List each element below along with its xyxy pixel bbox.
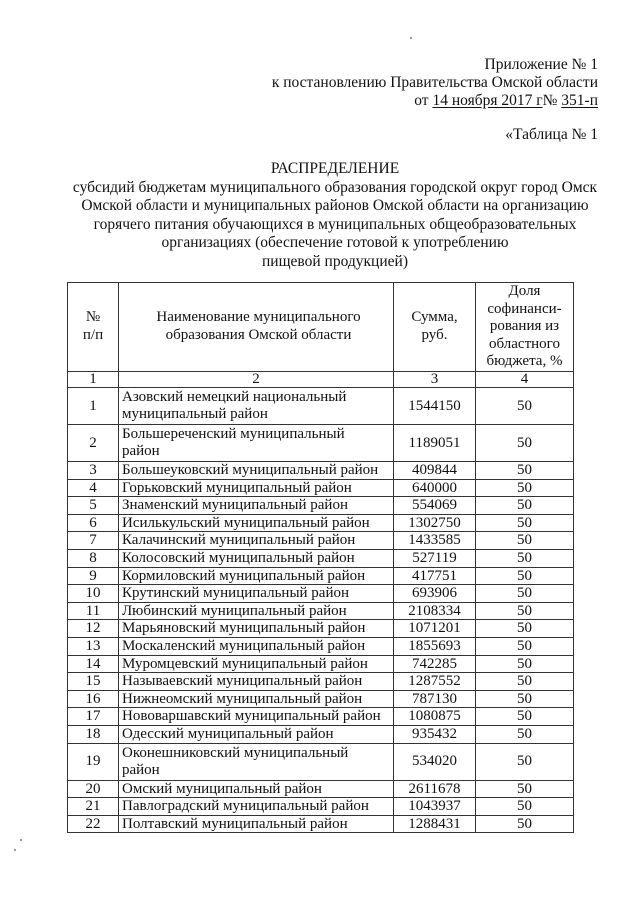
row-number: 17 bbox=[68, 708, 119, 726]
cofinancing-share: 50 bbox=[476, 425, 574, 462]
table-row bbox=[68, 462, 574, 480]
table-row bbox=[68, 780, 574, 798]
cofinancing-share: 50 bbox=[476, 798, 574, 816]
municipality-name: Исилькульский муниципальный район bbox=[119, 514, 394, 532]
row-number: 21 bbox=[68, 798, 119, 816]
cofinancing-share: 50 bbox=[476, 620, 574, 638]
column-number: 2 bbox=[119, 372, 394, 388]
row-number: 4 bbox=[68, 479, 119, 497]
cofinancing-share: 50 bbox=[476, 567, 574, 585]
row-number: 11 bbox=[68, 602, 119, 620]
municipality-name: Муромцевский муниципальный район bbox=[119, 655, 394, 673]
subsidy-sum: 534020 bbox=[394, 743, 476, 780]
municipality-name: Полтавский муниципальный район bbox=[119, 815, 394, 833]
subsidy-sum: 409844 bbox=[394, 462, 476, 480]
table-row bbox=[68, 743, 574, 780]
appendix-title: Приложение № 1 bbox=[484, 56, 598, 73]
table-row bbox=[68, 725, 574, 743]
row-number: 3 bbox=[68, 462, 119, 480]
title-line: Омской области и муниципальных районов Омской области на организацию bbox=[81, 197, 589, 215]
title-line: пищевой продукцией) bbox=[262, 252, 408, 270]
table-row bbox=[68, 479, 574, 497]
row-number: 19 bbox=[68, 743, 119, 780]
table-row bbox=[68, 425, 574, 462]
header-name: Наименование муниципального образования Омской области bbox=[119, 283, 394, 372]
cofinancing-share: 50 bbox=[476, 532, 574, 550]
municipality-name: Марьяновский муниципальный район bbox=[119, 620, 394, 638]
municipality-name: Любинский муниципальный район bbox=[119, 602, 394, 620]
cofinancing-share: 50 bbox=[476, 780, 574, 798]
subsidy-sum: 2108334 bbox=[394, 602, 476, 620]
municipality-name: Колосовский муниципальный район bbox=[119, 549, 394, 567]
subsidy-sum: 554069 bbox=[394, 497, 476, 515]
cofinancing-share: 50 bbox=[476, 655, 574, 673]
municipality-name: Большеуковский муниципальный район bbox=[119, 462, 394, 480]
municipality-name-line: район bbox=[122, 443, 160, 459]
cofinancing-share: 50 bbox=[476, 479, 574, 497]
document-title bbox=[60, 160, 610, 272]
row-number: 14 bbox=[68, 655, 119, 673]
municipality-name: Крутинский муниципальный район bbox=[119, 585, 394, 603]
municipality-name: Горьковский муниципальный район bbox=[119, 479, 394, 497]
municipality-name: Знаменский муниципальный район bbox=[119, 497, 394, 515]
subsidy-sum: 1544150 bbox=[394, 388, 476, 425]
subsidy-sum: 1071201 bbox=[394, 620, 476, 638]
table-row bbox=[68, 567, 574, 585]
cofinancing-share: 50 bbox=[476, 549, 574, 567]
cofinancing-share: 50 bbox=[476, 743, 574, 780]
subsidy-sum: 935432 bbox=[394, 725, 476, 743]
header-sum: Сумма, руб. bbox=[394, 283, 476, 372]
cofinancing-share: 50 bbox=[476, 462, 574, 480]
cofinancing-share: 50 bbox=[476, 815, 574, 833]
scan-speck bbox=[410, 37, 412, 39]
title-line: организациях (обеспечение готовой к употреблению bbox=[161, 234, 509, 252]
table-row bbox=[68, 815, 574, 833]
municipality-name bbox=[119, 743, 394, 780]
subsidy-sum: 1288431 bbox=[394, 815, 476, 833]
subsidy-sum: 1287552 bbox=[394, 673, 476, 691]
column-number: 3 bbox=[394, 372, 476, 388]
table-row bbox=[68, 708, 574, 726]
subsidy-sum: 1433585 bbox=[394, 532, 476, 550]
row-number: 2 bbox=[68, 425, 119, 462]
column-number-row bbox=[68, 372, 574, 388]
municipality-name bbox=[119, 425, 394, 462]
municipality-name: Павлоградский муниципальный район bbox=[119, 798, 394, 816]
column-number: 1 bbox=[68, 372, 119, 388]
row-number: 15 bbox=[68, 673, 119, 691]
row-number: 1 bbox=[68, 388, 119, 425]
municipality-name bbox=[119, 388, 394, 425]
municipality-name: Нововаршавский муниципальный район bbox=[119, 708, 394, 726]
cofinancing-share: 50 bbox=[476, 708, 574, 726]
municipality-name: Калачинский муниципальный район bbox=[119, 532, 394, 550]
title-line: субсидий бюджетам муниципального образования городской округ город Омск bbox=[72, 178, 598, 196]
municipality-name-line: Азовский немецкий национальный bbox=[122, 389, 347, 405]
appendix-reference: к постановлению Правительства Омской области bbox=[271, 74, 598, 91]
row-number: 18 bbox=[68, 725, 119, 743]
subsidy-sum: 787130 bbox=[394, 690, 476, 708]
municipality-name-line: муниципальный район bbox=[122, 406, 268, 422]
table-row bbox=[68, 637, 574, 655]
scan-speck bbox=[20, 839, 22, 841]
subsidy-sum: 417751 bbox=[394, 567, 476, 585]
table-row bbox=[68, 549, 574, 567]
table-row bbox=[68, 388, 574, 425]
table-row bbox=[68, 655, 574, 673]
appendix-date-number bbox=[272, 92, 598, 110]
municipality-name: Одесский муниципальный район bbox=[119, 725, 394, 743]
cofinancing-share: 50 bbox=[476, 690, 574, 708]
cofinancing-share: 50 bbox=[476, 725, 574, 743]
row-number: 5 bbox=[68, 497, 119, 515]
table-row bbox=[68, 532, 574, 550]
row-number: 13 bbox=[68, 637, 119, 655]
table-row bbox=[68, 585, 574, 603]
table-row bbox=[68, 602, 574, 620]
row-number: 10 bbox=[68, 585, 119, 603]
number-sign: № bbox=[542, 92, 562, 109]
resolution-date: 14 ноября 2017 г bbox=[432, 92, 543, 109]
table-row bbox=[68, 690, 574, 708]
subsidy-sum: 2611678 bbox=[394, 780, 476, 798]
cofinancing-share: 50 bbox=[476, 388, 574, 425]
cofinancing-share: 50 bbox=[476, 602, 574, 620]
subsidy-sum: 1080875 bbox=[394, 708, 476, 726]
table-row bbox=[68, 620, 574, 638]
municipality-name: Москаленский муниципальный район bbox=[119, 637, 394, 655]
municipality-name: Называевский муниципальный район bbox=[119, 673, 394, 691]
cofinancing-share: 50 bbox=[476, 637, 574, 655]
table-row bbox=[68, 514, 574, 532]
column-number: 4 bbox=[476, 372, 574, 388]
municipality-name-line: Большереченский муниципальный bbox=[122, 426, 345, 442]
appendix-header bbox=[272, 56, 598, 110]
subsidy-sum: 1189051 bbox=[394, 425, 476, 462]
row-number: 12 bbox=[68, 620, 119, 638]
row-number: 20 bbox=[68, 780, 119, 798]
municipality-name: Кормиловский муниципальный район bbox=[119, 567, 394, 585]
header-num: № п/п bbox=[68, 283, 119, 372]
cofinancing-share: 50 bbox=[476, 673, 574, 691]
municipality-name-line: Оконешниковский муниципальный bbox=[122, 744, 349, 761]
table-row bbox=[68, 673, 574, 691]
row-number: 16 bbox=[68, 690, 119, 708]
subsidy-sum: 693906 bbox=[394, 585, 476, 603]
resolution-number: 351-п bbox=[561, 92, 598, 109]
subsidy-sum: 1043937 bbox=[394, 798, 476, 816]
municipality-name-line: район bbox=[122, 761, 160, 778]
cofinancing-share: 50 bbox=[476, 497, 574, 515]
table-row bbox=[68, 798, 574, 816]
row-number: 8 bbox=[68, 549, 119, 567]
municipality-name: Нижнеомский муниципальный район bbox=[119, 690, 394, 708]
subsidy-sum: 527119 bbox=[394, 549, 476, 567]
table-label: «Таблица № 1 bbox=[505, 126, 598, 143]
scan-speck bbox=[14, 849, 16, 851]
municipality-name: Омский муниципальный район bbox=[119, 780, 394, 798]
cofinancing-share: 50 bbox=[476, 585, 574, 603]
distribution-table bbox=[67, 282, 574, 833]
row-number: 9 bbox=[68, 567, 119, 585]
date-prefix: от bbox=[414, 92, 433, 109]
cofinancing-share: 50 bbox=[476, 514, 574, 532]
table-body bbox=[68, 388, 574, 833]
subsidy-sum: 1302750 bbox=[394, 514, 476, 532]
row-number: 22 bbox=[68, 815, 119, 833]
subsidy-sum: 1855693 bbox=[394, 637, 476, 655]
subsidy-sum: 640000 bbox=[394, 479, 476, 497]
row-number: 7 bbox=[68, 532, 119, 550]
title-heading: РАСПРЕДЕЛЕНИЕ bbox=[270, 160, 400, 177]
row-number: 6 bbox=[68, 514, 119, 532]
header-share: Доля софинанси- рования из областного бюджета, % bbox=[476, 283, 574, 372]
table-header-row bbox=[68, 283, 574, 372]
table-row bbox=[68, 497, 574, 515]
subsidy-sum: 742285 bbox=[394, 655, 476, 673]
title-line: горячего питания обучающихся в муниципальных общеобразовательных bbox=[93, 215, 577, 233]
